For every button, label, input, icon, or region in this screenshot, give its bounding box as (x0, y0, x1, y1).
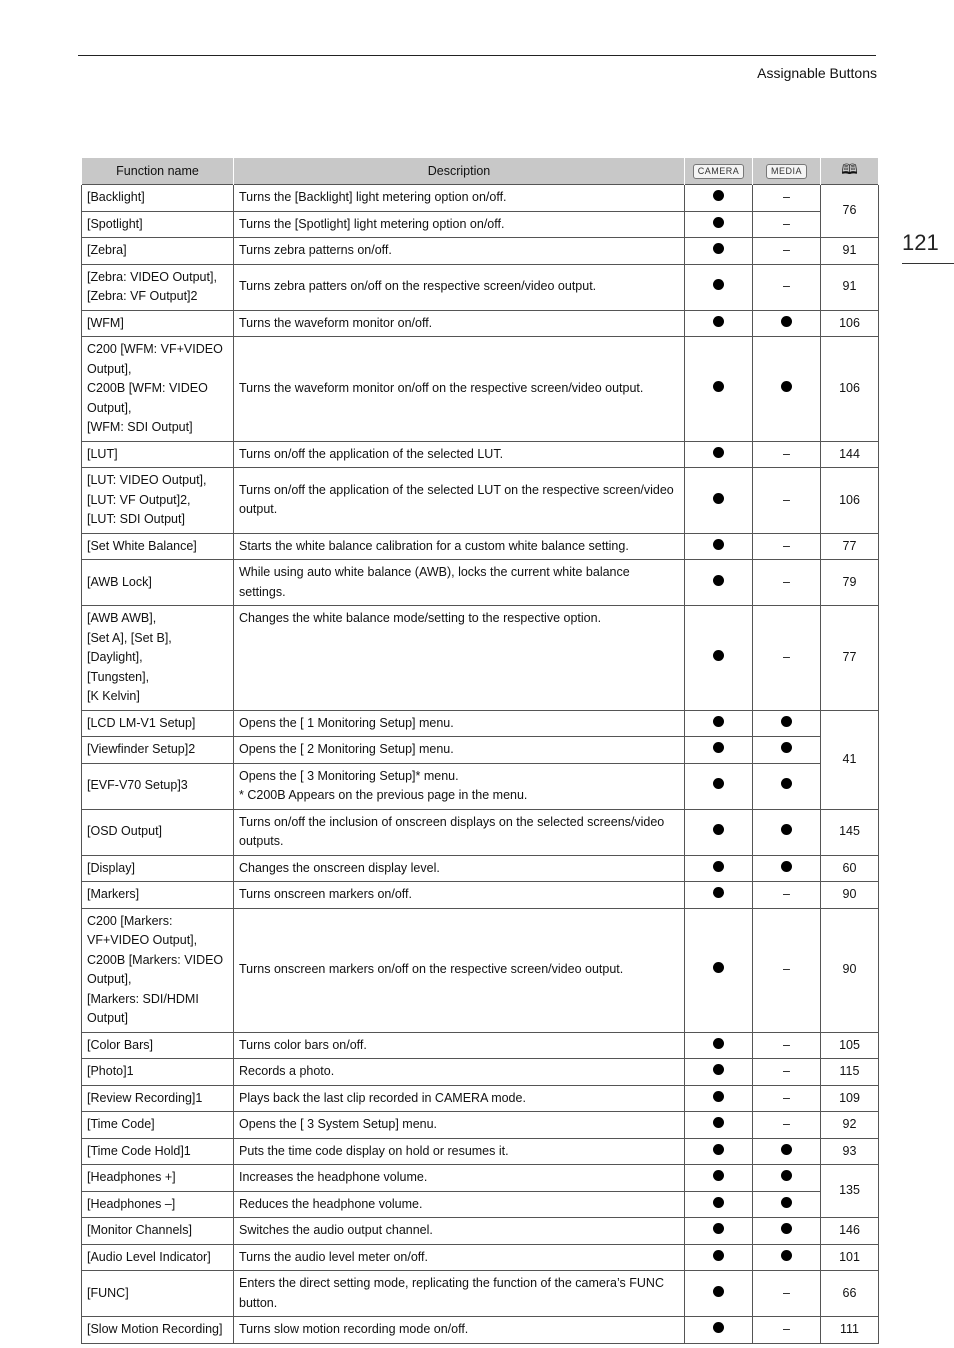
media-cell (753, 710, 821, 737)
available-dot-icon (781, 381, 792, 392)
available-dot-icon (781, 1144, 792, 1155)
media-cell (753, 337, 821, 442)
available-dot-icon (781, 778, 792, 789)
function-name-cell: [Monitor Channels] (82, 1218, 234, 1245)
function-name-cell: [Photo]1 (82, 1059, 234, 1086)
media-cell: – (753, 908, 821, 1032)
camera-cell (685, 238, 753, 265)
function-name-cell: [EVF-V70 Setup]3 (82, 763, 234, 809)
description-cell: Opens the [ 3 Monitoring Setup]* menu. * C200B Appears on the previous page in the menu. (234, 763, 685, 809)
available-dot-icon (713, 539, 724, 550)
page-ref-cell: 79 (821, 560, 879, 606)
media-cell: – (753, 533, 821, 560)
camera-cell (685, 1085, 753, 1112)
media-cell: – (753, 882, 821, 909)
header-description: Description (234, 158, 685, 185)
media-cell: – (753, 1032, 821, 1059)
description-cell: Turns zebra patters on/off on the respective screen/video output. (234, 264, 685, 310)
camera-cell (685, 1059, 753, 1086)
description-cell: Changes the onscreen display level. (234, 855, 685, 882)
table-row (82, 533, 879, 560)
page-ref-cell: 77 (821, 606, 879, 711)
available-dot-icon (781, 824, 792, 835)
table-row (82, 882, 879, 909)
page-ref-cell: 41 (821, 710, 879, 809)
camera-cell (685, 211, 753, 238)
available-dot-icon (713, 650, 724, 661)
table-header-row (82, 158, 879, 185)
camera-cell (685, 1218, 753, 1245)
media-cell: – (753, 560, 821, 606)
camera-cell (685, 264, 753, 310)
function-name-cell: [Spotlight] (82, 211, 234, 238)
function-name-cell: [Slow Motion Recording] (82, 1317, 234, 1344)
function-name-cell: [OSD Output] (82, 809, 234, 855)
page-ref-cell: 106 (821, 468, 879, 534)
table-row (82, 1271, 879, 1317)
available-dot-icon (781, 1170, 792, 1181)
description-cell: Starts the white balance calibration for a custom white balance setting. (234, 533, 685, 560)
camera-cell (685, 560, 753, 606)
function-name-cell: [Color Bars] (82, 1032, 234, 1059)
available-dot-icon (713, 1170, 724, 1181)
camera-cell (685, 1244, 753, 1271)
page-number: 121 (902, 230, 939, 255)
page-ref-cell: 92 (821, 1112, 879, 1139)
camera-cell (685, 809, 753, 855)
page-ref-cell: 91 (821, 238, 879, 265)
media-cell (753, 763, 821, 809)
table-row (82, 1317, 879, 1344)
available-dot-icon (713, 778, 724, 789)
table-row (82, 1218, 879, 1245)
description-cell: While using auto white balance (AWB), locks the current white balance settings. (234, 560, 685, 606)
table-row (82, 809, 879, 855)
camera-cell (685, 1271, 753, 1317)
page-ref-cell: 135 (821, 1165, 879, 1218)
function-name-cell: [LUT] (82, 441, 234, 468)
available-dot-icon (713, 1144, 724, 1155)
function-name-cell: [Zebra: VIDEO Output], [Zebra: VF Output]2 (82, 264, 234, 310)
media-cell: – (753, 185, 821, 212)
description-cell: Turns on/off the application of the selected LUT on the respective screen/video output. (234, 468, 685, 534)
table-row (82, 310, 879, 337)
camera-cell (685, 1112, 753, 1139)
camera-cell (685, 1138, 753, 1165)
section-title: Assignable Buttons (757, 65, 877, 81)
table-row (82, 855, 879, 882)
function-name-cell: C200 [Markers: VF+VIDEO Output], C200B [Markers: VIDEO Output], [Markers: SDI/HDMI Output] (82, 908, 234, 1032)
table-row (82, 737, 879, 764)
available-dot-icon (781, 1197, 792, 1208)
header-function-name: Function name (82, 158, 234, 185)
available-dot-icon (713, 217, 724, 228)
media-cell (753, 1165, 821, 1192)
available-dot-icon (781, 1223, 792, 1234)
page-ref-cell: 91 (821, 264, 879, 310)
media-cell: – (753, 441, 821, 468)
camera-cell (685, 533, 753, 560)
function-name-cell: [WFM] (82, 310, 234, 337)
media-mode-tag: MEDIA (766, 164, 807, 179)
media-cell (753, 809, 821, 855)
table-row (82, 337, 879, 442)
function-name-cell: [Headphones +] (82, 1165, 234, 1192)
available-dot-icon (713, 1250, 724, 1261)
camera-cell (685, 1032, 753, 1059)
page-ref-cell: 93 (821, 1138, 879, 1165)
camera-cell (685, 310, 753, 337)
page-ref-cell: 90 (821, 908, 879, 1032)
available-dot-icon (713, 1091, 724, 1102)
book-icon: 🕮 (841, 161, 858, 177)
description-cell: Turns on/off the application of the selected LUT. (234, 441, 685, 468)
table-row (82, 238, 879, 265)
function-name-cell: [LUT: VIDEO Output], [LUT: VF Output]2, [LUT: SDI Output] (82, 468, 234, 534)
table-row (82, 1085, 879, 1112)
description-cell: Opens the [ 1 Monitoring Setup] menu. (234, 710, 685, 737)
media-cell (753, 1138, 821, 1165)
description-cell: Changes the white balance mode/setting to the respective option. (234, 606, 685, 711)
page-number-rule (902, 263, 954, 264)
function-name-cell: [Time Code] (82, 1112, 234, 1139)
description-cell: Turns the [Backlight] light metering option on/off. (234, 185, 685, 212)
camera-cell (685, 1317, 753, 1344)
camera-cell (685, 185, 753, 212)
available-dot-icon (713, 190, 724, 201)
page-ref-cell: 146 (821, 1218, 879, 1245)
page-ref-cell: 115 (821, 1059, 879, 1086)
media-cell (753, 310, 821, 337)
media-cell (753, 1191, 821, 1218)
description-cell: Turns slow motion recording mode on/off. (234, 1317, 685, 1344)
media-cell: – (753, 468, 821, 534)
table-row (82, 264, 879, 310)
media-cell: – (753, 264, 821, 310)
media-cell: – (753, 1317, 821, 1344)
table-row (82, 1138, 879, 1165)
available-dot-icon (713, 447, 724, 458)
function-name-cell: [LCD LM-V1 Setup] (82, 710, 234, 737)
top-rule (78, 55, 876, 56)
camera-cell (685, 606, 753, 711)
description-cell: Plays back the last clip recorded in CAMERA mode. (234, 1085, 685, 1112)
header-camera (685, 158, 753, 185)
available-dot-icon (781, 316, 792, 327)
function-name-cell: [Time Code Hold]1 (82, 1138, 234, 1165)
available-dot-icon (713, 1197, 724, 1208)
function-name-cell: C200 [WFM: VF+VIDEO Output], C200B [WFM: VIDEO Output], [WFM: SDI Output] (82, 337, 234, 442)
media-cell: – (753, 238, 821, 265)
table-row (82, 560, 879, 606)
table-row (82, 1165, 879, 1192)
available-dot-icon (713, 381, 724, 392)
description-cell: Turns the audio level meter on/off. (234, 1244, 685, 1271)
media-cell: – (753, 1112, 821, 1139)
camera-cell (685, 710, 753, 737)
function-name-cell: [Audio Level Indicator] (82, 1244, 234, 1271)
table-row (82, 1032, 879, 1059)
available-dot-icon (781, 742, 792, 753)
function-name-cell: [Backlight] (82, 185, 234, 212)
camera-cell (685, 908, 753, 1032)
table-row (82, 763, 879, 809)
description-cell: Turns on/off the inclusion of onscreen displays on the selected screens/video outputs. (234, 809, 685, 855)
table-row (82, 1191, 879, 1218)
description-cell: Turns onscreen markers on/off on the respective screen/video output. (234, 908, 685, 1032)
function-name-cell: [Set White Balance] (82, 533, 234, 560)
description-cell: Turns zebra patterns on/off. (234, 238, 685, 265)
description-cell: Turns color bars on/off. (234, 1032, 685, 1059)
page-ref-cell: 66 (821, 1271, 879, 1317)
available-dot-icon (713, 887, 724, 898)
function-name-cell: [Markers] (82, 882, 234, 909)
camera-cell (685, 1165, 753, 1192)
table-row (82, 908, 879, 1032)
available-dot-icon (781, 861, 792, 872)
page-ref-cell: 60 (821, 855, 879, 882)
media-cell: – (753, 1271, 821, 1317)
media-cell: – (753, 211, 821, 238)
media-cell: – (753, 1085, 821, 1112)
description-cell: Records a photo. (234, 1059, 685, 1086)
function-name-cell: [Headphones –] (82, 1191, 234, 1218)
camera-cell (685, 763, 753, 809)
description-cell: Puts the time code display on hold or resumes it. (234, 1138, 685, 1165)
table-row (82, 606, 879, 711)
header-page (821, 158, 879, 185)
camera-cell (685, 337, 753, 442)
function-name-cell: [AWB AWB], [Set A], [Set B], [Daylight], [Tungsten], [K Kelvin] (82, 606, 234, 711)
page-ref-cell: 111 (821, 1317, 879, 1344)
available-dot-icon (713, 1064, 724, 1075)
available-dot-icon (713, 1322, 724, 1333)
description-cell: Turns the [Spotlight] light metering option on/off. (234, 211, 685, 238)
description-cell: Increases the headphone volume. (234, 1165, 685, 1192)
page-ref-cell: 101 (821, 1244, 879, 1271)
function-name-cell: [Zebra] (82, 238, 234, 265)
function-name-cell: [Review Recording]1 (82, 1085, 234, 1112)
description-cell: Opens the [ 3 System Setup] menu. (234, 1112, 685, 1139)
description-cell: Reduces the headphone volume. (234, 1191, 685, 1218)
table-row (82, 1244, 879, 1271)
available-dot-icon (781, 716, 792, 727)
camera-cell (685, 855, 753, 882)
media-cell (753, 1218, 821, 1245)
available-dot-icon (713, 1038, 724, 1049)
available-dot-icon (713, 1117, 724, 1128)
page-ref-cell: 109 (821, 1085, 879, 1112)
table-row (82, 710, 879, 737)
page-ref-cell: 145 (821, 809, 879, 855)
available-dot-icon (713, 824, 724, 835)
page-ref-cell: 76 (821, 185, 879, 238)
table-row (82, 1112, 879, 1139)
available-dot-icon (713, 279, 724, 290)
available-dot-icon (713, 861, 724, 872)
page-ref-cell: 77 (821, 533, 879, 560)
page-ref-cell: 105 (821, 1032, 879, 1059)
function-name-cell: [Viewfinder Setup]2 (82, 737, 234, 764)
function-table (81, 157, 879, 1344)
available-dot-icon (713, 1223, 724, 1234)
media-cell: – (753, 1059, 821, 1086)
description-cell: Turns onscreen markers on/off. (234, 882, 685, 909)
page-ref-cell: 106 (821, 310, 879, 337)
camera-cell (685, 1191, 753, 1218)
media-cell (753, 855, 821, 882)
available-dot-icon (713, 493, 724, 504)
table-row (82, 211, 879, 238)
description-cell: Opens the [ 2 Monitoring Setup] menu. (234, 737, 685, 764)
camera-cell (685, 441, 753, 468)
camera-cell (685, 882, 753, 909)
available-dot-icon (713, 716, 724, 727)
media-cell: – (753, 606, 821, 711)
page-ref-cell: 106 (821, 337, 879, 442)
available-dot-icon (713, 243, 724, 254)
page-ref-cell: 144 (821, 441, 879, 468)
available-dot-icon (781, 1250, 792, 1261)
function-name-cell: [FUNC] (82, 1271, 234, 1317)
available-dot-icon (713, 1286, 724, 1297)
page-ref-cell: 90 (821, 882, 879, 909)
description-cell: Turns the waveform monitor on/off on the respective screen/video output. (234, 337, 685, 442)
available-dot-icon (713, 962, 724, 973)
media-cell (753, 1244, 821, 1271)
table-body (82, 185, 879, 1344)
available-dot-icon (713, 742, 724, 753)
camera-mode-tag: CAMERA (693, 164, 745, 179)
available-dot-icon (713, 575, 724, 586)
table-row (82, 441, 879, 468)
description-cell: Enters the direct setting mode, replicating the function of the camera’s FUNC button. (234, 1271, 685, 1317)
table-row (82, 1059, 879, 1086)
table-row (82, 185, 879, 212)
description-cell: Switches the audio output channel. (234, 1218, 685, 1245)
function-name-cell: [AWB Lock] (82, 560, 234, 606)
available-dot-icon (713, 316, 724, 327)
camera-cell (685, 468, 753, 534)
camera-cell (685, 737, 753, 764)
function-name-cell: [Display] (82, 855, 234, 882)
header-media (753, 158, 821, 185)
description-cell: Turns the waveform monitor on/off. (234, 310, 685, 337)
media-cell (753, 737, 821, 764)
table-row (82, 468, 879, 534)
